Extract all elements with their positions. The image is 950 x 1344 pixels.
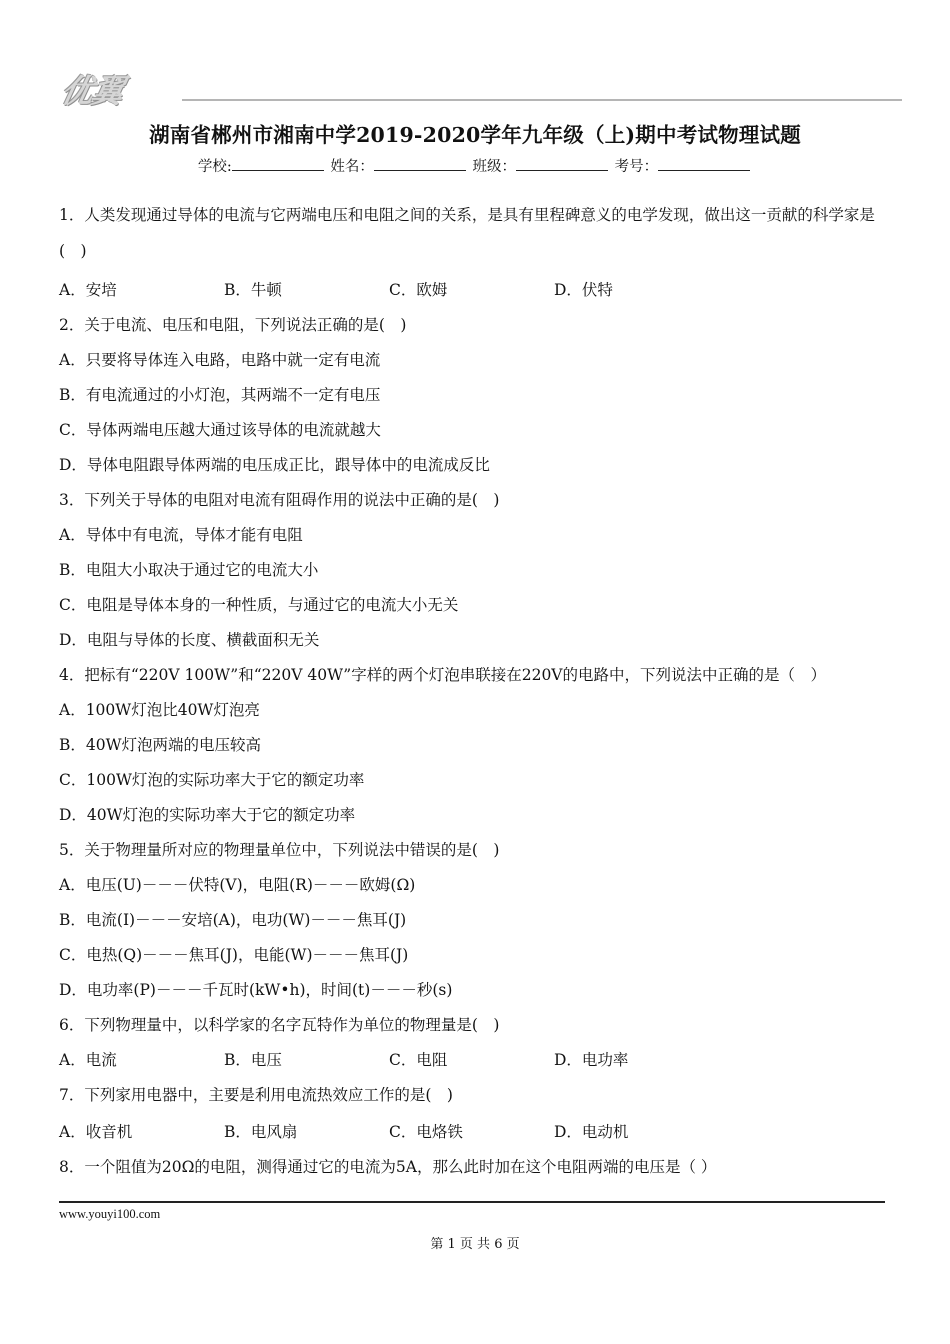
question-4-option-b: B．40W灯泡两端的电压较高 xyxy=(59,736,262,754)
question-7-option-d: D．电动机 xyxy=(554,1123,629,1141)
question-7-option-c: C．电烙铁 xyxy=(389,1123,463,1141)
question-3-option-c: C．电阻是导体本身的一种性质，与通过它的电流大小无关 xyxy=(59,596,459,614)
question-3-stem: 3．下列关于导体的电阻对电流有阻碍作用的说法中正确的是( ) xyxy=(59,491,500,509)
class-label: 班级： xyxy=(472,159,516,175)
question-2-option-b: B．有电流通过的小灯泡，其两端不一定有电压 xyxy=(59,386,381,404)
question-7-option-a: A．收音机 xyxy=(59,1123,133,1141)
school-blank[interactable] xyxy=(232,156,324,171)
question-5-option-d: D．电功率(P)－－－千瓦时(kW•h)，时间(t)－－－秒(s) xyxy=(59,981,453,999)
question-7-stem: 7．下列家用电器中，主要是利用电流热效应工作的是( ) xyxy=(59,1086,453,1104)
question-5-option-b: B．电流(I)－－－安培(A)，电功(W)－－－焦耳(J) xyxy=(59,911,407,929)
question-6-options xyxy=(59,1048,879,1070)
exam-number-blank[interactable] xyxy=(658,156,750,171)
question-4-stem: 4．把标有“220V 100W”和“220V 40W”字样的两个灯泡串联接在220V的电路中，下列说法中正确的是（ ） xyxy=(59,666,826,684)
question-1-option-a: A．安培 xyxy=(59,281,117,299)
school-label: 学校: xyxy=(197,159,232,175)
class-blank[interactable] xyxy=(516,156,608,171)
question-1-option-c: C．欧姆 xyxy=(389,281,448,299)
page-title: 湖南省郴州市湘南中学2019-2020学年九年级（上)期中考试物理试题 xyxy=(149,123,801,147)
question-2-option-a: A．只要将导体连入电路，电路中就一定有电流 xyxy=(59,351,381,369)
question-2-stem: 2．关于电流、电压和电阻，下列说法正确的是( ) xyxy=(59,316,407,334)
name-label: 姓名： xyxy=(330,159,374,175)
question-2-option-c: C．导体两端电压越大通过该导体的电流就越大 xyxy=(59,421,381,439)
question-4-option-a: A．100W灯泡比40W灯泡亮 xyxy=(59,701,260,719)
question-1-option-b: B．牛顿 xyxy=(224,281,282,299)
question-7-option-b: B．电风扇 xyxy=(224,1123,298,1141)
question-5-stem: 5．关于物理量所对应的物理量单位中，下列说法中错误的是( ) xyxy=(59,841,500,859)
question-6-stem: 6．下列物理量中，以科学家的名字瓦特作为单位的物理量是( ) xyxy=(59,1016,500,1034)
question-6-option-a: A．电流 xyxy=(59,1051,117,1069)
exam-number-label: 考号： xyxy=(614,159,659,175)
question-2-option-d: D．导体电阻跟导体两端的电压成正比，跟导体中的电流成反比 xyxy=(59,456,490,474)
logo xyxy=(57,66,902,110)
logo-text: 优翼 xyxy=(57,72,126,110)
question-1-option-d: D．伏特 xyxy=(554,281,613,299)
question-3-option-b: B．电阻大小取决于通过它的电流大小 xyxy=(59,561,319,579)
question-7-options xyxy=(59,1120,879,1142)
question-5-option-a: A．电压(U)－－－伏特(V)，电阻(R)－－－欧姆(Ω) xyxy=(59,876,416,894)
question-8-stem: 8．一个阻值为20Ω的电阻，测得通过它的电流为5A，那么此时加在这个电阻两端的电压是（ ） xyxy=(59,1158,717,1176)
question-4-option-d: D．40W灯泡的实际功率大于它的额定功率 xyxy=(59,806,356,824)
question-3-option-d: D．电阻与导体的长度、横截面积无关 xyxy=(59,631,320,649)
footer-rule xyxy=(59,1201,885,1203)
question-1-options xyxy=(59,278,879,300)
name-blank[interactable] xyxy=(374,156,466,171)
question-3-option-a: A．导体中有电流，导体才能有电阻 xyxy=(59,526,303,544)
question-1-stem: 1．人类发现通过导体的电流与它两端电压和电阻之间的关系，是具有里程碑意义的电学发现，做出这一贡献的科学家是( ) xyxy=(59,206,875,260)
question-6-option-b: B．电压 xyxy=(224,1051,282,1069)
question-6-option-d: D．电功率 xyxy=(554,1051,629,1069)
page-number: 第 1 页 共 6 页 xyxy=(430,1237,520,1252)
question-6-option-c: C．电阻 xyxy=(389,1051,448,1069)
student-info-line xyxy=(0,155,950,176)
footer-url: www.youyi100.com xyxy=(59,1207,161,1221)
question-4-option-c: C．100W灯泡的实际功率大于它的额定功率 xyxy=(59,771,365,789)
header-rule xyxy=(182,99,902,101)
question-5-option-c: C．电热(Q)－－－焦耳(J)，电能(W)－－－焦耳(J) xyxy=(59,946,409,964)
